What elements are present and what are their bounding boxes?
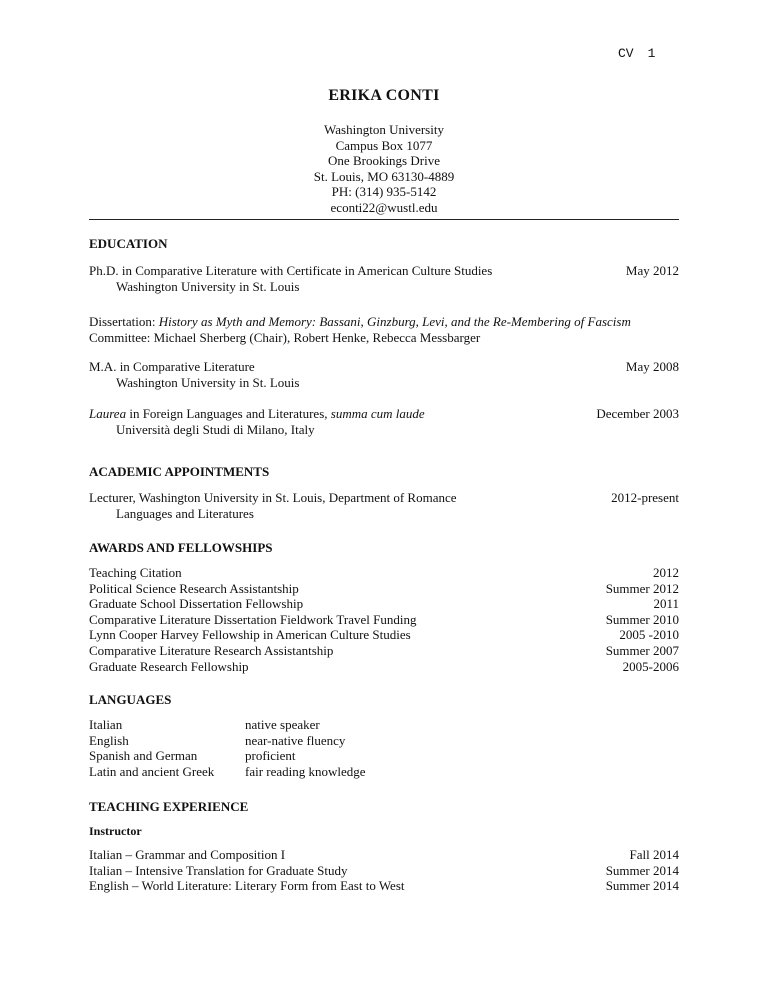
header-divider	[89, 219, 679, 220]
cv-name: ERIKA CONTI	[328, 87, 440, 104]
contact-phone: PH: (314) 935-5142	[331, 184, 437, 200]
education-date: May 2008	[625, 359, 679, 374]
award-date: 2005 -2010	[619, 627, 679, 643]
education-dissertation	[89, 314, 631, 345]
language-names	[89, 717, 214, 779]
laurea-label: Laurea	[89, 406, 127, 421]
education-degree: Ph.D. in Comparative Literature with Certificate in American Culture Studies	[89, 263, 493, 278]
dissertation-committee: Committee: Michael Sherberg (Chair), Robert Henke, Rebecca Messbarger	[89, 329, 481, 345]
section-heading-education: EDUCATION	[89, 236, 168, 251]
course-title: English – World Literature: Literary Form from East to West	[89, 878, 405, 894]
course-title: Italian – Intensive Translation for Graduate Study	[89, 862, 348, 878]
award-date: Summer 2012	[605, 580, 679, 596]
dissertation-line	[89, 314, 631, 330]
contact-email: econti22@wustl.edu	[330, 199, 438, 215]
course-date: Summer 2014	[605, 862, 679, 878]
section-heading-appointments: ACADEMIC APPOINTMENTS	[89, 464, 270, 479]
language-name: Spanish and German	[89, 748, 198, 764]
language-level: fair reading knowledge	[245, 763, 366, 779]
education-degree: M.A. in Comparative Literature	[89, 359, 255, 374]
language-name: Italian	[89, 717, 123, 732]
language-level: proficient	[245, 748, 296, 764]
awards-dates	[606, 565, 679, 674]
award-date: Summer 2010	[605, 611, 679, 627]
award-date: 2011	[653, 596, 679, 612]
section-heading-teaching: TEACHING EXPERIENCE	[89, 799, 249, 814]
education-date: December 2003	[596, 406, 679, 421]
education-degree	[89, 406, 425, 422]
award-title: Teaching Citation	[89, 565, 182, 580]
appointment-entry	[89, 490, 457, 521]
laurea-field: in Foreign Languages and Literatures,	[126, 406, 331, 421]
page-header-label: CV	[618, 46, 634, 61]
education-ma	[89, 359, 299, 390]
contact-line: Campus Box 1077	[335, 137, 433, 153]
contact-line: Washington University	[324, 122, 444, 137]
education-institution: Washington University in St. Louis	[116, 374, 300, 390]
award-date: Summer 2007	[605, 642, 679, 658]
laurea-honors: summa cum laude	[330, 406, 425, 421]
education-phd	[89, 263, 492, 294]
section-heading-awards: AWARDS AND FELLOWSHIPS	[89, 540, 273, 555]
language-levels	[245, 717, 366, 779]
dissertation-title: History as Myth and Memory: Bassani, Ginzburg, Levi, and the Re-Membering of Fascism	[158, 314, 631, 329]
education-date: May 2012	[625, 263, 679, 278]
page-header	[618, 46, 655, 61]
contact-line: One Brookings Drive	[328, 153, 440, 169]
language-name: Latin and ancient Greek	[89, 763, 215, 779]
education-institution: Università degli Studi di Milano, Italy	[116, 421, 315, 437]
awards-titles	[89, 565, 416, 674]
appointment-department: Languages and Literatures	[116, 505, 254, 521]
course-date: Fall 2014	[629, 847, 679, 862]
appointment-title: Lecturer, Washington University in St. Louis, Department of Romance	[89, 490, 457, 505]
course-date: Summer 2014	[605, 878, 679, 894]
award-title: Comparative Literature Research Assistantship	[89, 642, 334, 658]
award-title: Graduate School Dissertation Fellowship	[89, 596, 304, 612]
award-date: 2005-2006	[622, 658, 679, 674]
education-laurea	[89, 406, 425, 437]
teaching-courses	[89, 847, 405, 894]
award-title: Lynn Cooper Harvey Fellowship in American Culture Studies	[89, 627, 411, 643]
dissertation-label: Dissertation:	[89, 314, 159, 329]
language-level: native speaker	[245, 717, 320, 732]
education-institution: Washington University in St. Louis	[116, 278, 300, 294]
teaching-subheading: Instructor	[89, 824, 142, 838]
award-title: Comparative Literature Dissertation Fieldwork Travel Funding	[89, 611, 417, 627]
language-name: English	[89, 732, 129, 748]
award-title: Political Science Research Assistantship	[89, 580, 299, 596]
course-title: Italian – Grammar and Composition I	[89, 847, 286, 862]
award-title: Graduate Research Fellowship	[89, 658, 249, 674]
award-date: 2012	[653, 565, 679, 580]
appointment-date: 2012-present	[611, 490, 679, 505]
contact-block	[0, 122, 768, 216]
section-heading-languages: LANGUAGES	[89, 692, 172, 707]
contact-line: St. Louis, MO 63130-4889	[313, 168, 455, 184]
page-number: 1	[647, 46, 656, 61]
teaching-dates	[606, 847, 679, 894]
language-level: near-native fluency	[245, 732, 346, 748]
